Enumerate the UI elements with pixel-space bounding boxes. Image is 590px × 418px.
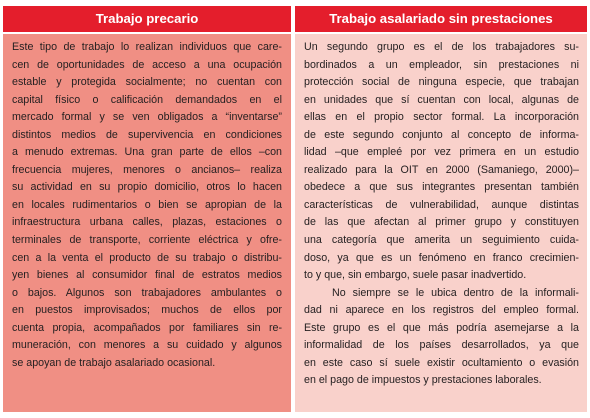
text-line: doso, ya que es un fenómeno en franco crecimien- [304,251,579,264]
text-line: características de vulnerabilidad, aunque distintas [304,198,579,211]
text-line: informalidad de los países desarrollados, ya que [304,339,579,352]
paragraph [304,39,579,285]
column-body-trabajo-precario [3,34,291,412]
text-line: No siempre se le ubica dentro de la informali- [332,286,579,299]
text-line: distintos medios de supervivencia en condiciones [12,128,282,141]
text-line: Un segundo grupo es el de los trabajadores su- [304,41,579,53]
text-line: terminales de transporte, corriente eléctrica y ofre- [12,234,282,247]
text-line: una categoría que amerita un seguimiento cuida- [304,234,579,247]
text-line: de las que afectan al primer grupo y constituyen [304,216,579,229]
text-line: Este tipo de trabajo lo realizan individuos que care- [12,41,282,53]
text-line: en el pago de impuestos y prestaciones laborales. [304,374,542,387]
text-line: en locales rudimentarios o bien se apropian de la [12,198,282,211]
text-line: muneración, con menores a su cuidado y algunos [12,339,282,352]
text-line: infraestructura urbana calles, plazas, estaciones o [12,216,282,229]
text-line: realizado para la OIT en 2000 (Samaniego, 2000)– [304,163,579,176]
text-line: to y que, sin embargo, suele pasar inadvertido. [304,269,527,282]
paragraph [12,39,282,372]
column-title-trabajo-precario: Trabajo precario [95,11,199,26]
text-line: en puestos improvisados; muchos de ellos por [12,304,282,317]
text-line: de este segundo conjunto al concepto de informa- [304,128,579,141]
text-line: mercado formal y se ven obligados a “inventarse” [12,111,282,124]
table-header-row [3,6,587,32]
text-line: ellas en el propio sector formal. La incorporación [304,111,579,124]
text-line: yen bienes al consumidor final de estratos medios [12,269,282,282]
text-line: cen a la venta el producto de su trabajo o distribu- [12,251,282,264]
comparison-table [3,6,587,412]
text-line: se apoyan de trabajo asalariado ocasional. [12,356,216,369]
text-line: Este grupo es el que más podría asemejarse a la [304,321,579,334]
text-line: a menudo extremas. Una gran parte de ellos –con [12,146,282,159]
text-line: o bajos. Algunos son trabajadores ambulantes o [12,286,282,299]
text-line: capital físico o calificación demandados en el [12,93,282,106]
text-line: frecuencia mujeres, menores o ancianos– realiza [12,163,282,176]
text-line: protección social de ninguna especie, que trabajan [304,76,579,89]
text-line: cen de oportunidades de acceso a una ocupación [12,58,282,71]
text-line: su actividad en su propio domicilio, otros lo hacen [12,181,282,194]
text-line: en unidades que sí cuentan con local, algunas de [304,93,579,106]
text-line: bordinados a un empleador, sin prestaciones ni [304,58,579,71]
paragraph [304,285,579,390]
text-line: dad ni aparece en los registros del empleo formal. [304,304,579,317]
text-line: cuenta propia, acompañados por familiares sin re- [12,321,282,334]
text-line: obedece a que sus integrantes presentan también [304,181,579,194]
column-title-trabajo-asalariado: Trabajo asalariado sin prestaciones [329,11,553,26]
column-body-trabajo-asalariado [295,34,587,412]
text-line: estable y protegida socialmente; no cuentan con [12,76,282,89]
text-line: lidad –que empleé por vez primera en un estudio [304,146,579,159]
text-line: en este caso sí suele existir ocultamiento o evasión [304,356,579,369]
